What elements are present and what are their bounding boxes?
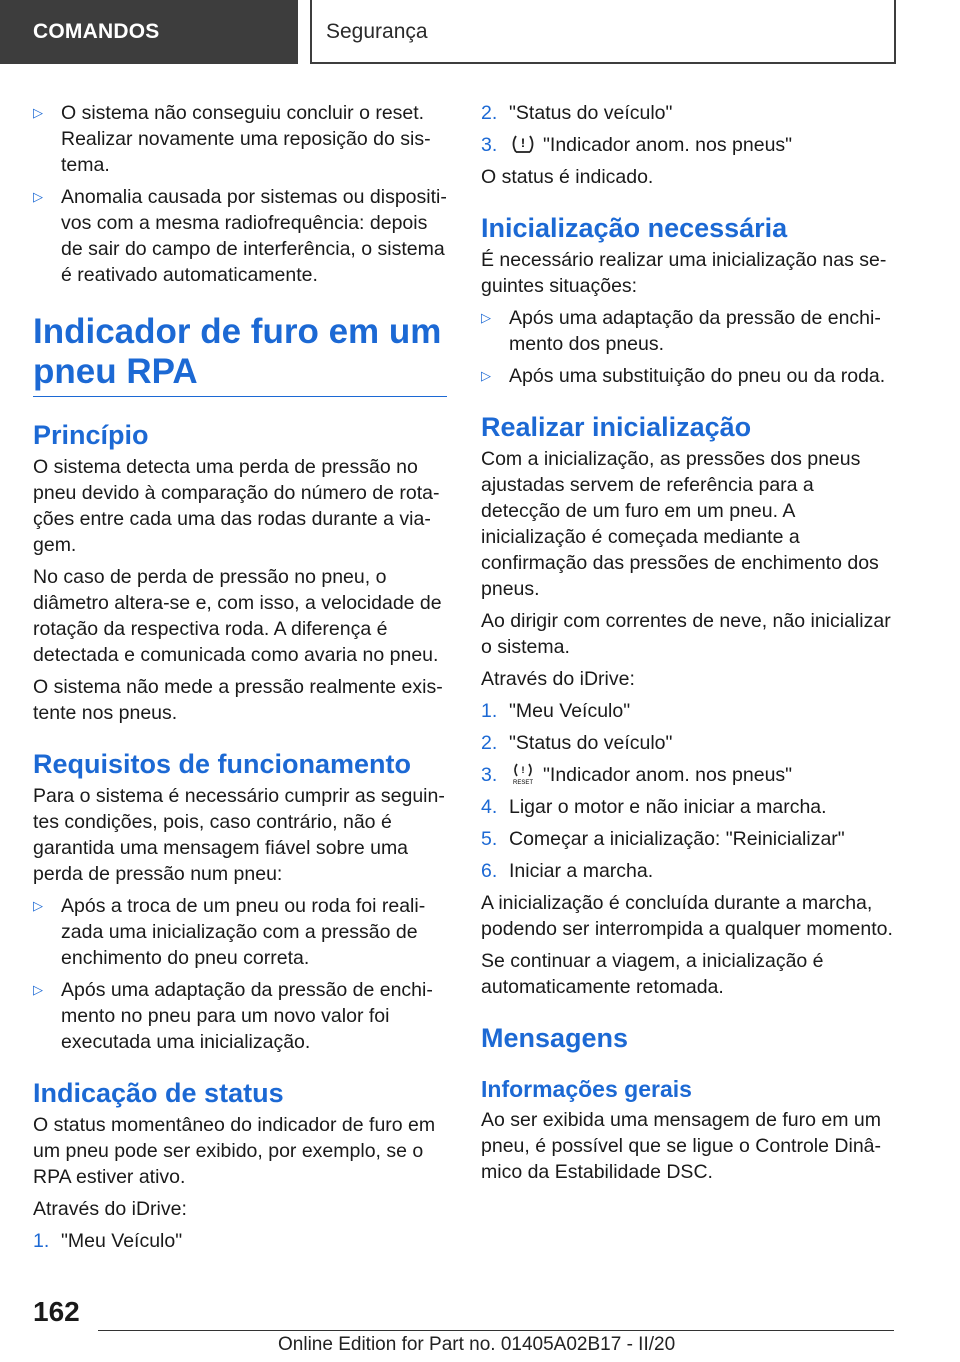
right-column <box>481 100 895 1191</box>
bullet-list <box>481 305 895 389</box>
numbered-list <box>481 100 895 158</box>
paragraph: Para o sistema é necessário cumprir as seguintes condições, pois, caso contrário, não é garantida uma mensagem fiável sobre uma perda de pressão num pneu: <box>33 785 445 885</box>
section-heading-requisitos: Requisitos de funcionamento <box>33 749 412 779</box>
svg-text:!: ! <box>521 136 525 150</box>
list-item: ▷ Após a troca de um pneu ou roda foi realizada uma inicialização com a pressão de enchimento do pneu correta. <box>33 895 426 969</box>
paragraph: O status momentâneo do indicador de furo em um pneu pode ser exibido, por exemplo, se o RPA estiver ativo. <box>33 1114 436 1188</box>
list-item: 1. "Meu Veículo" <box>33 1230 183 1252</box>
bullet-list <box>33 100 447 288</box>
section-heading-do-init: Realizar inicialização <box>481 412 752 442</box>
section-tab: COMANDOS <box>0 0 298 64</box>
page-header <box>0 0 960 66</box>
list-item: ▷ Anomalia causada por sistemas ou dispositivos com a mesma radiofrequência: depois de sair do campo de interferência, o sistema é reativado automaticamente. <box>33 186 447 286</box>
paragraph: Através do iDrive: <box>481 668 635 690</box>
list-item: 6. Iniciar a marcha. <box>481 860 654 882</box>
svg-text:RESET: RESET <box>512 780 534 785</box>
paragraph: O sistema não mede a pressão realmente existente nos pneus. <box>33 676 443 724</box>
paragraph: O sistema detecta uma perda de pressão no pneu devido à comparação do número de rotações entre cada uma das rodas durante a viagem. <box>33 456 440 556</box>
subsection-heading-info: Informações gerais <box>481 1076 692 1102</box>
paragraph: Ao dirigir com correntes de neve, não inicializar o sistema. <box>481 610 891 658</box>
triangle-bullet-icon: ▷ <box>33 898 43 913</box>
list-item: 3. ! RESET "Indicador anom. nos pneus" <box>481 764 793 786</box>
triangle-bullet-icon: ▷ <box>33 982 43 997</box>
triangle-bullet-icon: ▷ <box>481 310 491 325</box>
svg-text:!: ! <box>521 765 525 775</box>
tire-reset-icon <box>509 763 537 785</box>
list-item: 1. "Meu Veículo" <box>481 700 631 722</box>
paragraph: É necessário realizar uma inicialização nas seguintes situações: <box>481 249 887 297</box>
chapter-heading: Indicador de furo em um pneu RPA <box>33 312 447 397</box>
section-heading-mensagens: Mensagens <box>481 1023 629 1053</box>
list-item: 3. ! "Indicador anom. nos pneus" <box>481 134 793 156</box>
footer-divider <box>98 1330 894 1331</box>
chapter-tab: Segurança <box>310 0 896 64</box>
left-column <box>33 100 447 1260</box>
tire-warning-icon <box>509 133 537 155</box>
paragraph: No caso de perda de pressão no pneu, o diâmetro altera-se e, com isso, a velocidade de rotação da respectiva roda. A diferença é detectada e comunicada como avaria no pneu. <box>33 566 442 666</box>
section-heading-status: Indicação de status <box>33 1078 284 1108</box>
numbered-list <box>33 1228 447 1254</box>
paragraph: Se continuar a viagem, a inicialização é automaticamente retomada. <box>481 950 824 998</box>
list-item: 5. Começar a inicialização: "Reinicializar" <box>481 828 845 850</box>
list-item: ▷ Após uma adaptação da pressão de enchimento no pneu para um novo valor foi executada uma inicialização. <box>33 979 433 1053</box>
page-number: 162 <box>33 1296 80 1327</box>
paragraph: Através do iDrive: <box>33 1198 187 1220</box>
section-heading-init-needed: Inicialização necessária <box>481 213 788 243</box>
footer-edition: Online Edition for Part no. 01405A02B17 - II/20 <box>278 1334 676 1355</box>
list-item: ▷ Após uma adaptação da pressão de enchimento dos pneus. <box>481 307 881 355</box>
triangle-bullet-icon: ▷ <box>33 189 43 204</box>
paragraph: Ao ser exibida uma mensagem de furo em um pneu, é possível que se ligue o Controle Dinâmico da Estabilidade DSC. <box>481 1109 882 1183</box>
bullet-list <box>33 893 447 1055</box>
paragraph: O status é indicado. <box>481 166 654 188</box>
triangle-bullet-icon: ▷ <box>481 368 491 383</box>
list-item: ▷ O sistema não conseguiu concluir o reset. Realizar novamente uma reposição do sistema. <box>33 102 431 176</box>
list-item: 4. Ligar o motor e não iniciar a marcha. <box>481 796 827 818</box>
triangle-bullet-icon: ▷ <box>33 105 43 120</box>
numbered-list <box>481 698 895 884</box>
paragraph: Com a inicialização, as pressões dos pneus ajustadas servem de referência para a detecção de um furo em um pneu. A inicialização é começada mediante a confirmação das pressões de enchimento dos pneus. <box>481 448 879 600</box>
list-item: 2. "Status do veículo" <box>481 732 673 754</box>
list-item: ▷ Após uma substituição do pneu ou da roda. <box>481 365 886 387</box>
list-item: 2. "Status do veículo" <box>481 102 673 124</box>
paragraph: A inicialização é concluída durante a marcha, podendo ser interrompida a qualquer momento. <box>481 892 893 940</box>
section-heading-principio: Princípio <box>33 420 149 450</box>
